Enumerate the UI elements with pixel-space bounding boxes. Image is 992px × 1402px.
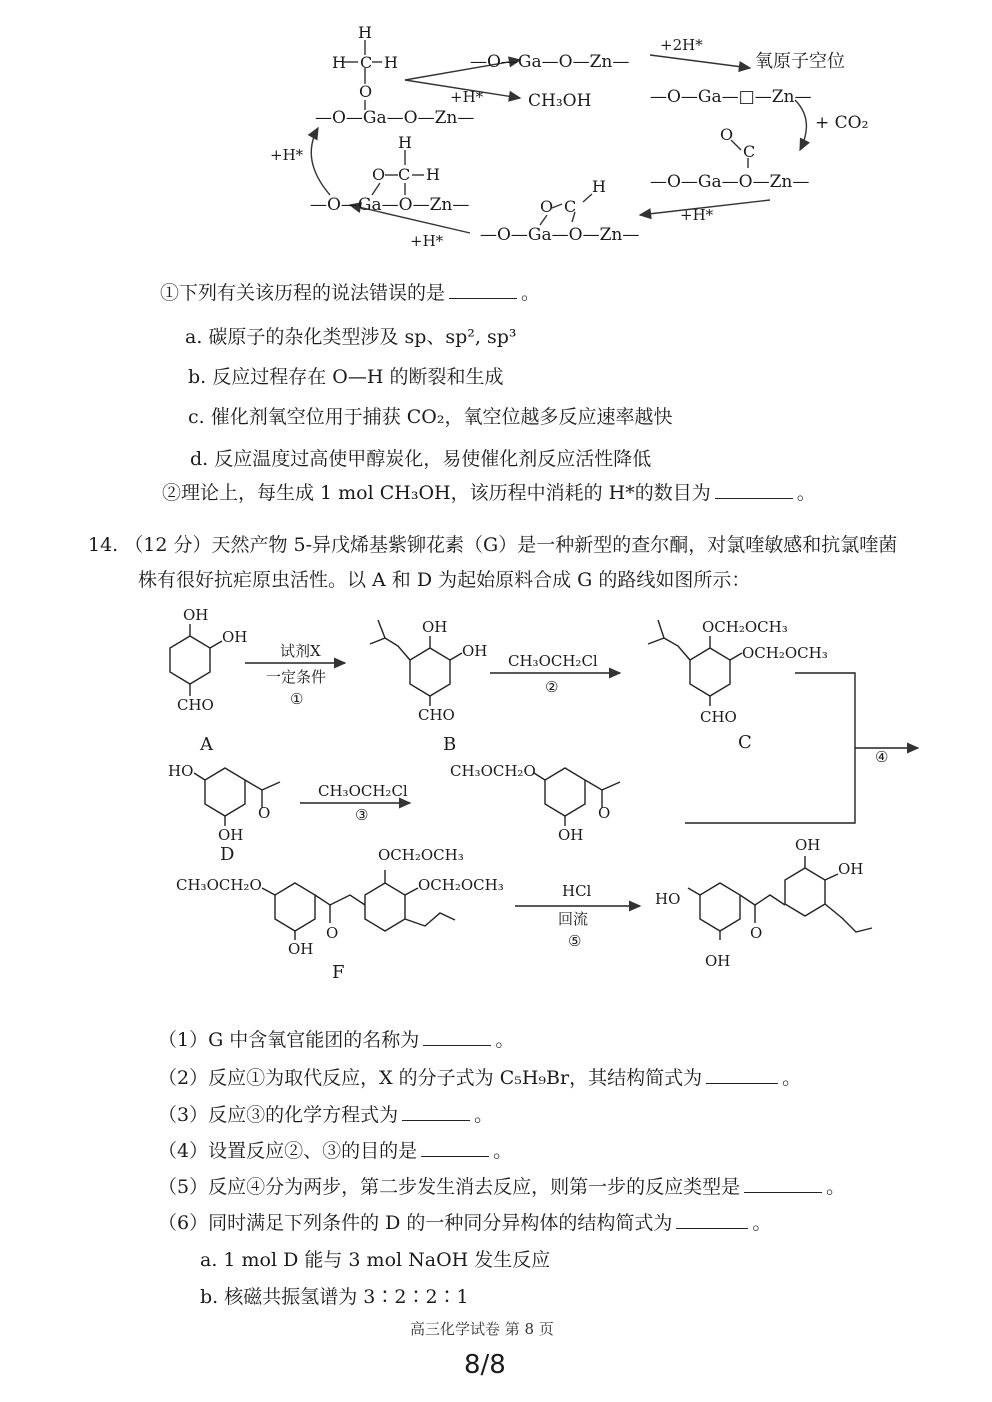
q13-option-a: a. 碳原子的杂化类型涉及 sp、sp², sp³	[185, 326, 517, 348]
q14-header: 14. （12 分）天然产物 5-异戊烯基紫铆花素（G）是一种新型的查尔酮，对氯喹敏感和抗氯喹菌	[88, 534, 898, 556]
svg-text:—O—Ga—O—Zn—: —O—Ga—O—Zn—	[310, 195, 470, 215]
svg-text:+2H*: +2H*	[660, 36, 703, 54]
svg-text:一定条件: 一定条件	[266, 668, 327, 686]
q13-option-b: b. 反应过程存在 O—H 的断裂和生成	[188, 366, 504, 388]
svg-text:HO: HO	[168, 762, 194, 780]
svg-text:C: C	[564, 197, 577, 216]
svg-text:H: H	[384, 53, 398, 72]
svg-text:H: H	[332, 53, 346, 72]
svg-text:A: A	[200, 734, 213, 755]
q13-stem: ①下列有关该历程的说法错误的是 。	[160, 278, 540, 305]
svg-text:CHO: CHO	[177, 696, 214, 714]
q14-question-1: （1）G 中含氧官能团的名称为 。	[158, 1025, 514, 1052]
mechanism-diagram	[0, 0, 992, 260]
svg-text:+H*: +H*	[680, 206, 714, 224]
svg-text:OCH₂OCH₃: OCH₂OCH₃	[418, 876, 504, 894]
svg-text:—O—Ga—□—Zn—: —O—Ga—□—Zn—	[650, 87, 812, 107]
svg-text:—O—Ga—O—Zn—: —O—Ga—O—Zn—	[315, 108, 475, 128]
svg-text:O: O	[720, 125, 734, 144]
synthesis-route-diagram	[0, 598, 992, 998]
svg-text:B: B	[443, 734, 457, 755]
svg-text:试剂X: 试剂X	[280, 642, 321, 660]
page-number: 8/8	[464, 1350, 506, 1380]
svg-text:OH: OH	[795, 836, 821, 854]
q13-stem-text: ①下列有关该历程的说法错误的是	[160, 282, 446, 304]
svg-text:OH: OH	[838, 860, 864, 878]
svg-text:O: O	[359, 82, 373, 101]
svg-text:OH: OH	[462, 642, 488, 660]
svg-text:OH: OH	[705, 952, 731, 970]
q14-question-3: （3）反应③的化学方程式为 。	[158, 1100, 493, 1127]
svg-text:⑤: ⑤	[568, 932, 582, 950]
svg-text:+ CO₂: + CO₂	[815, 113, 869, 133]
svg-text:②: ②	[545, 678, 559, 696]
svg-text:O: O	[372, 165, 386, 184]
svg-text:—O—Ga—O—Zn—: —O—Ga—O—Zn—	[470, 52, 630, 72]
svg-text:CH₃OH: CH₃OH	[528, 91, 592, 111]
svg-text:OH: OH	[422, 618, 448, 636]
svg-text:+H*: +H*	[450, 88, 484, 106]
svg-text:C: C	[743, 142, 756, 161]
svg-text:H: H	[592, 177, 606, 196]
svg-text:O: O	[750, 924, 763, 942]
footer: 高三化学试卷 第 8 页	[410, 1320, 554, 1338]
svg-text:O: O	[540, 197, 554, 216]
svg-text:H: H	[398, 133, 412, 152]
svg-text:OCH₂OCH₃: OCH₂OCH₃	[702, 618, 788, 636]
svg-text:D: D	[220, 844, 235, 865]
svg-text:OH: OH	[183, 606, 209, 624]
svg-text:OH: OH	[558, 826, 584, 844]
svg-text:氧原子空位: 氧原子空位	[755, 51, 845, 72]
svg-text:O: O	[598, 804, 611, 822]
svg-text:H: H	[358, 23, 372, 42]
svg-text:O: O	[258, 804, 271, 822]
q13-sub2: ②理论上，每生成 1 mol CH₃OH，该历程中消耗的 H*的数目为 。	[162, 478, 816, 505]
svg-text:CHO: CHO	[418, 706, 455, 724]
svg-text:O: O	[326, 924, 339, 942]
svg-text:OCH₂OCH₃: OCH₂OCH₃	[378, 846, 464, 864]
q14-question-4: （4）设置反应②、③的目的是 。	[158, 1136, 512, 1163]
svg-text:OCH₂OCH₃: OCH₂OCH₃	[742, 644, 828, 662]
q14-question-2: （2）反应①为取代反应，X 的分子式为 C₅H₉Br，其结构简式为 。	[158, 1063, 801, 1090]
q13-option-d: d. 反应温度过高使甲醇炭化，易使催化剂反应活性降低	[190, 448, 652, 470]
svg-text:+H*: +H*	[270, 146, 304, 164]
svg-text:OH: OH	[222, 628, 248, 646]
svg-text:③: ③	[355, 806, 369, 824]
svg-text:CH₃OCH₂Cl: CH₃OCH₂Cl	[318, 782, 408, 800]
svg-text:OH: OH	[218, 826, 244, 844]
svg-text:①: ①	[290, 690, 304, 708]
svg-text:—O—Ga—O—Zn—: —O—Ga—O—Zn—	[480, 225, 640, 245]
svg-text:CH₃OCH₂O: CH₃OCH₂O	[450, 762, 536, 780]
svg-text:C: C	[738, 732, 752, 753]
svg-text:CHO: CHO	[700, 708, 737, 726]
answer-blank	[715, 479, 793, 499]
q14-condition-b: b. 核磁共振氢谱为 3∶2∶2∶1	[200, 1286, 469, 1308]
svg-text:CH₃OCH₂O: CH₃OCH₂O	[176, 876, 262, 894]
q13-option-c: c. 催化剂氧空位用于捕获 CO₂，氧空位越多反应速率越快	[188, 406, 673, 428]
svg-text:回流: 回流	[558, 910, 589, 928]
svg-text:H: H	[426, 165, 440, 184]
svg-text:C: C	[360, 53, 373, 72]
answer-blank	[449, 279, 517, 299]
svg-text:HO: HO	[655, 890, 681, 908]
svg-text:OH: OH	[288, 940, 314, 958]
svg-text:HCl: HCl	[562, 882, 592, 900]
svg-text:+H*: +H*	[410, 232, 444, 250]
q14-condition-a: a. 1 mol D 能与 3 mol NaOH 发生反应	[200, 1249, 551, 1271]
q14-header-2: 株有很好抗疟原虫活性。以 A 和 D 为起始原料合成 G 的路线如图所示：	[138, 569, 751, 591]
svg-text:C: C	[398, 165, 411, 184]
q14-question-5: （5）反应④分为两步，第二步发生消去反应，则第一步的反应类型是 。	[158, 1172, 845, 1199]
q14-question-6: （6）同时满足下列条件的 D 的一种同分异构体的结构简式为 。	[158, 1208, 771, 1235]
svg-text:F: F	[332, 962, 345, 983]
svg-text:—O—Ga—O—Zn—: —O—Ga—O—Zn—	[650, 172, 810, 192]
svg-text:CH₃OCH₂Cl: CH₃OCH₂Cl	[508, 652, 598, 670]
svg-text:④: ④	[875, 748, 889, 766]
